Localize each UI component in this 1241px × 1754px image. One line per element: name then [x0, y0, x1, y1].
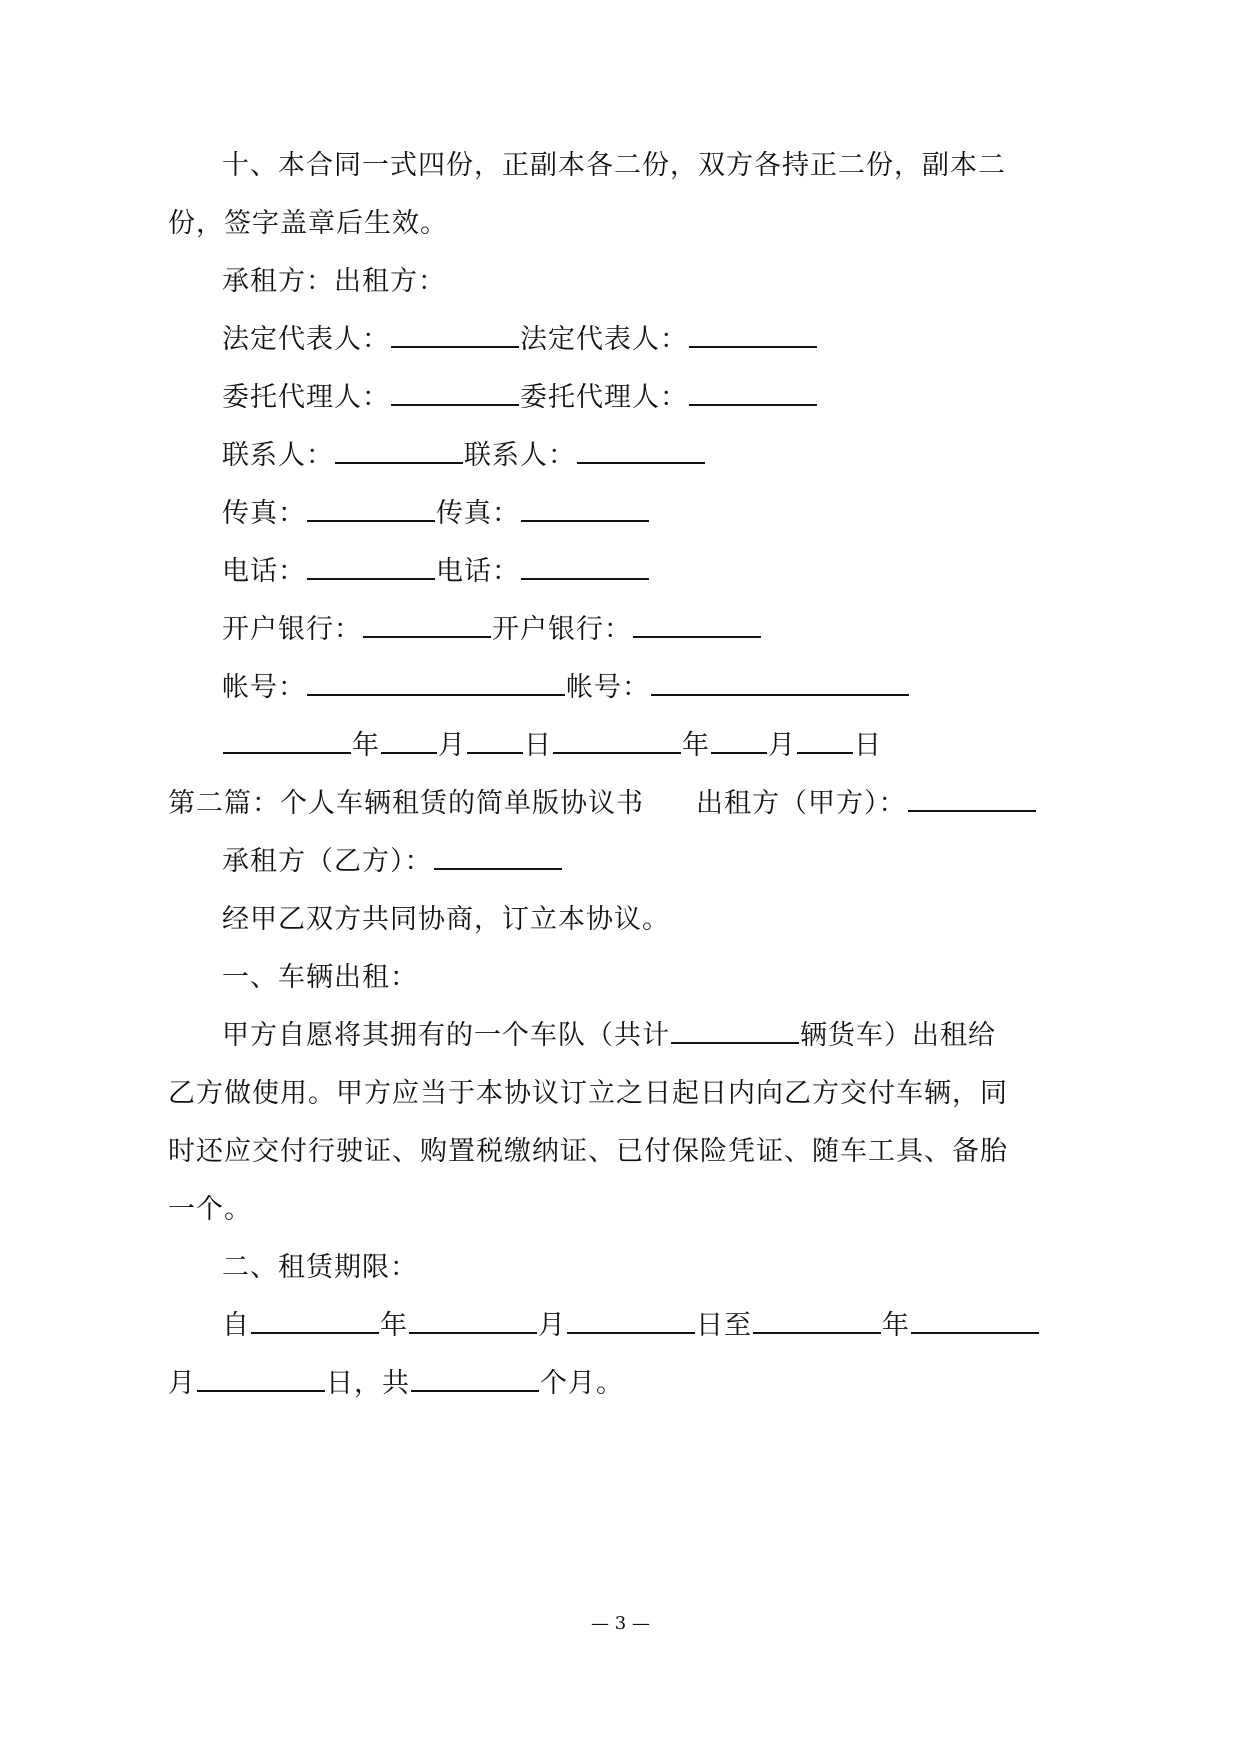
contact-row — [222, 436, 706, 476]
clause-ten-text-2: 份，签字盖章后生效。 — [168, 208, 448, 239]
lessee-row — [222, 842, 563, 882]
date-month-blank-lessee[interactable] — [381, 728, 437, 754]
account-row — [222, 668, 910, 708]
phone-label: 电话： — [436, 556, 520, 587]
phone-blank-lessee[interactable] — [307, 554, 435, 580]
period-year-label: 年 — [380, 1310, 408, 1341]
fax-label: 传真： — [222, 498, 306, 529]
section-one-text-1a: 甲方自愿将其拥有的一个车队（共计 — [222, 1020, 670, 1051]
period-month-label: 月 — [538, 1310, 566, 1341]
section-one-text-2: 乙方做使用。甲方应当于本协议订立之日起日内向乙方交付车辆，同 — [168, 1078, 1008, 1109]
date-year-label: 年 — [682, 730, 710, 761]
bank-blank-lessee[interactable] — [363, 612, 491, 638]
truck-count-blank[interactable] — [671, 1018, 799, 1044]
period-start-year-blank[interactable] — [251, 1308, 379, 1334]
legal-rep-blank-lessor[interactable] — [689, 322, 817, 348]
contact-label: 联系人： — [464, 440, 576, 471]
phone-row — [222, 552, 650, 592]
period-end-year-blank[interactable] — [753, 1308, 881, 1334]
period-start-month-blank[interactable] — [409, 1308, 537, 1334]
date-month-label: 月 — [768, 730, 796, 761]
lessee-blank[interactable] — [434, 844, 562, 870]
preamble — [222, 900, 670, 940]
date-year-blank-lessor[interactable] — [553, 728, 681, 754]
section-one-text-3: 时还应交付行驶证、购置税缴纳证、已付保险凭证、随车工具、备胎 — [168, 1136, 1008, 1167]
parties-header-text: 承租方：出租方： — [222, 266, 446, 297]
date-year-label: 年 — [352, 730, 380, 761]
legal-rep-row — [222, 320, 818, 360]
lessor-blank[interactable] — [908, 786, 1036, 812]
section-one-line-2 — [168, 1074, 1008, 1114]
section-two-title-text: 二、租赁期限： — [222, 1252, 418, 1283]
section-one-text-4: 一个。 — [168, 1194, 252, 1225]
account-blank-lessor[interactable] — [651, 670, 909, 696]
date-day-blank-lessee[interactable] — [467, 728, 523, 754]
contact-blank-lessor[interactable] — [577, 438, 705, 464]
bank-label: 开户银行： — [222, 614, 362, 645]
period-year-label: 年 — [882, 1310, 910, 1341]
period-start-day-blank[interactable] — [567, 1308, 695, 1334]
period-end-month-blank[interactable] — [911, 1308, 1039, 1334]
fax-label: 传真： — [436, 498, 520, 529]
period-month-label: 月 — [168, 1368, 196, 1399]
agent-blank-lessee[interactable] — [391, 380, 519, 406]
legal-rep-label: 法定代表人： — [222, 324, 390, 355]
agent-row — [222, 378, 818, 418]
part-two-title: 第二篇：个人车辆租赁的简单版协议书 — [168, 788, 644, 819]
period-months-label: 个月。 — [540, 1368, 624, 1399]
bank-label: 开户银行： — [492, 614, 632, 645]
clause-ten-line-1 — [222, 146, 1006, 186]
phone-label: 电话： — [222, 556, 306, 587]
fax-row — [222, 494, 650, 534]
contact-blank-lessee[interactable] — [335, 438, 463, 464]
date-month-label: 月 — [438, 730, 466, 761]
section-one-text-1b: 辆货车）出租给 — [800, 1020, 996, 1051]
clause-ten-line-2 — [168, 204, 448, 244]
period-day-to-label: 日至 — [696, 1310, 752, 1341]
period-from-label: 自 — [222, 1310, 250, 1341]
section-one-line-4 — [168, 1190, 252, 1230]
section-two-title — [222, 1248, 418, 1288]
period-line-1 — [222, 1306, 1040, 1346]
fax-blank-lessor[interactable] — [521, 496, 649, 522]
phone-blank-lessor[interactable] — [521, 554, 649, 580]
bank-blank-lessor[interactable] — [633, 612, 761, 638]
date-day-label: 日 — [854, 730, 882, 761]
date-day-blank-lessor[interactable] — [797, 728, 853, 754]
legal-rep-label: 法定代表人： — [520, 324, 688, 355]
period-end-day-blank[interactable] — [197, 1366, 325, 1392]
bank-row — [222, 610, 762, 650]
fax-blank-lessee[interactable] — [307, 496, 435, 522]
account-label: 帐号： — [566, 672, 650, 703]
date-row — [222, 726, 882, 766]
lessee-label: 承租方（乙方）： — [222, 846, 433, 877]
agent-label: 委托代理人： — [520, 382, 688, 413]
agent-blank-lessor[interactable] — [689, 380, 817, 406]
date-month-blank-lessor[interactable] — [711, 728, 767, 754]
date-day-label: 日 — [524, 730, 552, 761]
account-label: 帐号： — [222, 672, 306, 703]
lessor-label: 出租方（甲方）： — [696, 788, 907, 819]
parties-header — [222, 262, 446, 302]
legal-rep-blank-lessee[interactable] — [391, 322, 519, 348]
period-months-blank[interactable] — [411, 1366, 539, 1392]
agent-label: 委托代理人： — [222, 382, 390, 413]
part-two-title-row — [168, 784, 1037, 824]
period-line-2 — [168, 1364, 624, 1404]
preamble-text: 经甲乙双方共同协商，订立本协议。 — [222, 904, 670, 935]
section-one-line-1 — [222, 1016, 996, 1056]
clause-ten-text-1: 十、本合同一式四份，正副本各二份，双方各持正二份，副本二 — [222, 150, 1006, 181]
section-one-title-text: 一、车辆出租： — [222, 962, 418, 993]
page-number: — 3 — — [591, 1613, 650, 1634]
account-blank-lessee[interactable] — [307, 670, 565, 696]
period-day-total-label: 日，共 — [326, 1368, 410, 1399]
section-one-title — [222, 958, 418, 998]
section-one-line-3 — [168, 1132, 1008, 1172]
contact-label: 联系人： — [222, 440, 334, 471]
date-year-blank-lessee[interactable] — [223, 728, 351, 754]
